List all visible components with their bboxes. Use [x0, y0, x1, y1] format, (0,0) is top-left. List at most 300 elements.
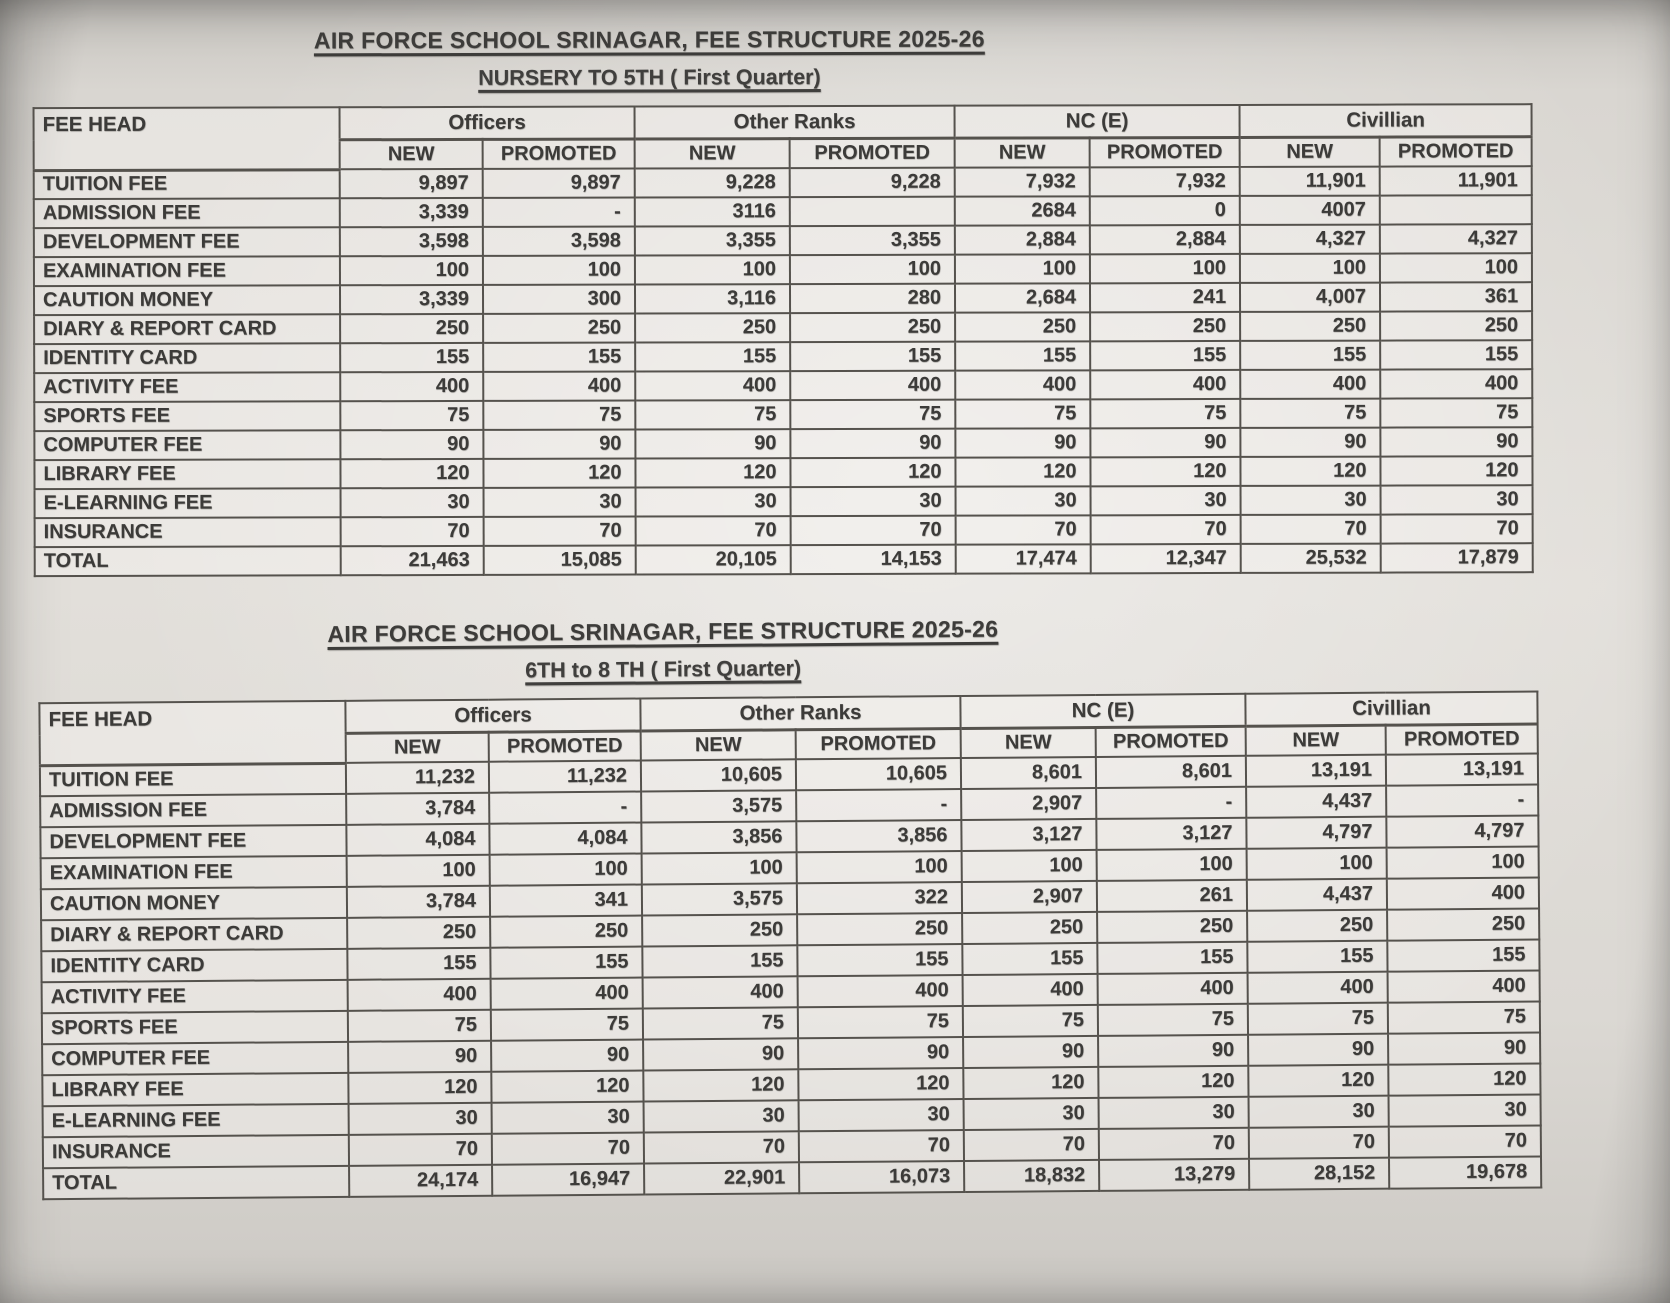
fee-head-cell: DIARY & REPORT CARD	[34, 314, 340, 344]
sub-header-cell: PROMOTED	[483, 139, 635, 169]
fee-value-cell: 3,598	[340, 227, 483, 256]
fee-value-cell: 322	[797, 882, 962, 914]
fee-value-cell: 75	[348, 1010, 491, 1042]
fee-table-header	[34, 104, 1532, 170]
fee-value-cell: 120	[1380, 456, 1532, 485]
document-title: AIR FORCE SCHOOL SRINAGAR, FEE STRUCTURE 2025-26	[327, 615, 999, 647]
document-title: AIR FORCE SCHOOL SRINAGAR, FEE STRUCTURE 2025-26	[313, 25, 985, 54]
fee-value-cell: 100	[642, 852, 797, 884]
fee-value-cell: 155	[1380, 340, 1532, 369]
fee-value-cell: 70	[1381, 514, 1533, 543]
fee-head-cell: TUITION FEE	[34, 169, 340, 199]
table-row	[34, 195, 1532, 228]
fee-head-cell: ADMISSION FEE	[34, 198, 340, 228]
fee-value-cell: 4,084	[489, 823, 641, 855]
table-row	[34, 166, 1532, 199]
fee-value-cell: 120	[963, 1067, 1098, 1099]
fee-value-cell: 100	[490, 854, 642, 886]
fee-value-cell: 400	[1388, 970, 1540, 1002]
fee-value-cell: 75	[798, 1006, 963, 1038]
fee-value-cell: 75	[643, 1007, 798, 1039]
fee-value-cell: 4,327	[1380, 224, 1532, 253]
fee-head-cell: INSURANCE	[43, 1135, 349, 1168]
fee-value-cell: 3,784	[346, 793, 489, 825]
fee-value-cell: 16,073	[799, 1161, 964, 1193]
fee-value-cell: 13,191	[1386, 753, 1538, 785]
sub-header-cell: NEW	[346, 732, 489, 763]
fee-value-cell: 75	[491, 1009, 643, 1041]
fee-value-cell: 400	[798, 975, 963, 1007]
fee-value-cell: 13,191	[1246, 755, 1386, 787]
fee-value-cell: 30	[964, 1098, 1099, 1130]
fee-value-cell: 3,127	[961, 819, 1096, 851]
fee-value-cell: 155	[1240, 341, 1380, 370]
fee-value-cell: -	[1096, 787, 1246, 819]
fee-value-cell: 250	[1380, 311, 1532, 340]
fee-section-nursery-to-5th	[0, 0, 1670, 577]
fee-value-cell: 2,684	[955, 283, 1090, 312]
fee-value-cell: 75	[483, 401, 635, 430]
fee-value-cell: 30	[1099, 1097, 1249, 1129]
fee-value-cell: 30	[956, 486, 1091, 515]
fee-value-cell: 0	[1090, 196, 1240, 225]
fee-head-cell: E-LEARNING FEE	[43, 1104, 349, 1137]
fee-value-cell: 90	[1240, 428, 1380, 457]
fee-value-cell: 155	[1387, 939, 1539, 971]
fee-value-cell: 75	[635, 400, 790, 429]
fee-value-cell: 400	[1090, 370, 1240, 399]
fee-value-cell: 15,085	[484, 546, 636, 575]
fee-value-cell: 100	[1387, 846, 1539, 878]
fee-value-cell: 9,228	[635, 168, 790, 197]
fee-value-cell: 155	[483, 343, 635, 372]
fee-value-cell: 11,901	[1380, 166, 1532, 195]
table-row	[34, 427, 1532, 460]
sub-header-cell: NEW	[635, 138, 790, 168]
fee-head-cell: SPORTS FEE	[42, 1011, 348, 1044]
fee-value-cell: 19,678	[1389, 1156, 1541, 1188]
fee-value-cell: 120	[1098, 1066, 1248, 1098]
fee-value-cell: 250	[340, 314, 483, 343]
fee-value-cell: 7,932	[1090, 167, 1240, 196]
fee-head-cell: TUITION FEE	[40, 763, 346, 796]
table-row	[34, 282, 1532, 315]
fee-value-cell: 250	[1247, 910, 1387, 942]
fee-value-cell: 8,601	[1096, 756, 1246, 788]
fee-value-cell: 4,007	[1240, 283, 1380, 312]
fee-value-cell: 100	[797, 851, 962, 883]
fee-value-cell: 75	[1240, 399, 1380, 428]
fee-value-cell	[1380, 195, 1532, 224]
fee-value-cell: -	[796, 789, 961, 821]
fee-value-cell: -	[1386, 784, 1538, 816]
fee-head-cell: EXAMINATION FEE	[34, 256, 340, 286]
fee-value-cell: 100	[790, 255, 955, 284]
fee-value-cell: -	[483, 198, 635, 227]
fee-value-cell: 250	[790, 313, 955, 342]
fee-head-cell: TOTAL	[35, 546, 341, 576]
fee-value-cell: 70	[341, 517, 484, 546]
fee-head-cell: ACTIVITY FEE	[34, 372, 340, 402]
fee-value-cell: 22,901	[644, 1162, 799, 1194]
fee-table-6th-to-8th	[38, 690, 1542, 1200]
fee-value-cell: 3,856	[796, 820, 961, 852]
fee-value-cell: 400	[1387, 877, 1539, 909]
fee-value-cell: 120	[348, 1072, 491, 1104]
fee-value-cell: 120	[491, 1071, 643, 1103]
table-row	[34, 340, 1532, 373]
sub-header-cell: PROMOTED	[1380, 136, 1532, 166]
fee-value-cell: 3,784	[347, 886, 490, 918]
fee-value-cell: 20,105	[636, 545, 791, 574]
fee-value-cell: 341	[490, 885, 642, 917]
fee-value-cell: 9,228	[790, 168, 955, 197]
fee-value-cell: 100	[1097, 849, 1247, 881]
fee-value-cell: 30	[492, 1102, 644, 1134]
fee-value-cell: 90	[491, 1040, 643, 1072]
fee-head-cell: CAUTION MONEY	[41, 887, 347, 920]
fee-value-cell: 100	[962, 850, 1097, 882]
fee-value-cell: 155	[790, 342, 955, 371]
fee-value-cell: 400	[1380, 369, 1532, 398]
sub-header-cell: NEW	[340, 139, 483, 169]
fee-value-cell: 155	[490, 947, 642, 979]
fee-head-cell: DEVELOPMENT FEE	[34, 227, 340, 257]
fee-value-cell: 30	[1091, 486, 1241, 515]
fee-head-cell: DIARY & REPORT CARD	[41, 918, 347, 951]
fee-value-cell: 2,884	[1090, 225, 1240, 254]
fee-value-cell: 250	[955, 312, 1090, 341]
fee-value-cell: 120	[798, 1068, 963, 1100]
fee-value-cell: 155	[642, 945, 797, 977]
fee-value-cell: 120	[340, 459, 483, 488]
fee-head-cell: E-LEARNING FEE	[35, 488, 341, 518]
fee-value-cell: 155	[1247, 941, 1387, 973]
fee-value-cell: 3,339	[340, 198, 483, 227]
fee-value-cell: 400	[340, 372, 483, 401]
fee-value-cell: 100	[1240, 254, 1380, 283]
table-row	[34, 224, 1532, 257]
fee-value-cell: 70	[799, 1130, 964, 1162]
fee-value-cell: 120	[1388, 1063, 1540, 1095]
fee-value-cell: 250	[347, 917, 490, 949]
fee-value-cell: 9,897	[483, 169, 635, 198]
fee-value-cell: 400	[1240, 370, 1380, 399]
fee-value-cell: 3,355	[790, 226, 955, 255]
fee-value-cell: 30	[341, 488, 484, 517]
fee-value-cell: 400	[955, 370, 1090, 399]
fee-value-cell: 90	[798, 1037, 963, 1069]
fee-head-cell: IDENTITY CARD	[34, 343, 340, 373]
fee-value-cell: 100	[955, 254, 1090, 283]
fee-value-cell: 4,437	[1247, 879, 1387, 911]
fee-value-cell: 120	[1240, 457, 1380, 486]
table-row	[34, 253, 1532, 286]
fee-section-6th-to-8th	[0, 610, 1670, 1200]
fee-value-cell: 400	[483, 372, 635, 401]
fee-value-cell: 75	[1388, 1001, 1540, 1033]
fee-value-cell: 70	[349, 1134, 492, 1166]
group-header-cell: Civillian	[1240, 104, 1532, 137]
fee-value-cell: 120	[643, 1069, 798, 1101]
fee-value-cell: 75	[790, 400, 955, 429]
fee-head-cell: IDENTITY CARD	[41, 949, 347, 982]
fee-value-cell: 9,897	[340, 169, 483, 198]
fee-value-cell: 155	[635, 342, 790, 371]
fee-value-cell: 30	[1381, 485, 1533, 514]
fee-value-cell: 4,084	[346, 824, 489, 856]
fee-value-cell: 120	[635, 458, 790, 487]
fee-value-cell: 17,879	[1381, 543, 1533, 572]
sub-header-cell: NEW	[641, 729, 796, 760]
fee-value-cell: 3,116	[635, 284, 790, 313]
sub-header-cell: PROMOTED	[796, 728, 961, 759]
fee-value-cell: 75	[340, 401, 483, 430]
fee-value-cell: 30	[791, 487, 956, 516]
fee-value-cell: 100	[1090, 254, 1240, 283]
fee-head-cell: LIBRARY FEE	[34, 459, 340, 489]
fee-value-cell: 400	[790, 371, 955, 400]
fee-value-cell: 90	[1380, 427, 1532, 456]
fee-value-cell: 75	[1090, 399, 1240, 428]
fee-value-cell: 3,575	[642, 883, 797, 915]
fee-head-cell: TOTAL	[43, 1166, 349, 1199]
group-header-cell: Officers	[340, 107, 635, 140]
fee-head-cell: ACTIVITY FEE	[42, 980, 348, 1013]
group-header-cell: Other Ranks	[635, 106, 955, 139]
fee-value-cell: 30	[644, 1100, 799, 1132]
fee-value-cell: 13,279	[1099, 1159, 1249, 1191]
table-row	[34, 456, 1532, 489]
fee-value-cell: 400	[348, 979, 491, 1011]
group-header-cell: NC (E)	[955, 105, 1240, 138]
fee-value-cell: 70	[492, 1133, 644, 1165]
fee-value-cell: 11,232	[346, 762, 489, 794]
fee-value-cell: 100	[1380, 253, 1532, 282]
fee-value-cell: 361	[1380, 282, 1532, 311]
fee-table-body	[34, 166, 1533, 576]
fee-table-nursery-to-5th	[33, 103, 1534, 577]
fee-value-cell: 400	[1248, 972, 1388, 1004]
fee-value-cell: 250	[490, 916, 642, 948]
fee-value-cell: 250	[797, 913, 962, 945]
fee-value-cell: 30	[799, 1099, 964, 1131]
fee-value-cell: 3,339	[340, 285, 483, 314]
fee-value-cell: 90	[340, 430, 483, 459]
fee-value-cell: 400	[963, 974, 1098, 1006]
table-row	[34, 311, 1532, 344]
fee-value-cell: 10,605	[641, 759, 796, 791]
fee-value-cell: 18,832	[964, 1160, 1099, 1192]
sub-header-cell: PROMOTED	[489, 731, 641, 762]
fee-value-cell: 30	[636, 487, 791, 516]
fee-value-cell: 70	[791, 516, 956, 545]
fee-value-cell: 70	[1249, 1127, 1389, 1159]
fee-value-cell: 100	[347, 855, 490, 887]
fee-head-cell: CAUTION MONEY	[34, 285, 340, 315]
fee-value-cell: 17,474	[956, 544, 1091, 573]
fee-value-cell: 155	[797, 944, 962, 976]
fee-value-cell: 30	[1249, 1096, 1389, 1128]
fee-value-cell: 75	[1248, 1003, 1388, 1035]
sub-header-cell: PROMOTED	[1090, 137, 1240, 167]
fee-value-cell: 10,605	[796, 758, 961, 790]
fee-value-cell: 3,575	[641, 790, 796, 822]
fee-value-cell: 90	[635, 429, 790, 458]
table-row	[35, 485, 1533, 518]
fee-value-cell: 250	[642, 914, 797, 946]
group-header-cell: NC (E)	[960, 694, 1245, 728]
fee-value-cell: 90	[790, 429, 955, 458]
fee-head-cell: DEVELOPMENT FEE	[40, 825, 346, 858]
sub-header-cell: NEW	[1246, 725, 1386, 756]
fee-value-cell: 70	[484, 517, 636, 546]
fee-value-cell: 3,355	[635, 226, 790, 255]
table-row	[35, 514, 1533, 547]
fee-value-cell: 90	[1388, 1032, 1540, 1064]
fee-value-cell: 90	[955, 428, 1090, 457]
fee-value-cell: 155	[340, 343, 483, 372]
fee-value-cell: 241	[1090, 283, 1240, 312]
fee-value-cell: 30	[349, 1103, 492, 1135]
fee-head-cell: SPORTS FEE	[34, 401, 340, 431]
fee-value-cell: 250	[1090, 312, 1240, 341]
fee-value-cell: 2,907	[961, 788, 1096, 820]
fee-table-body	[40, 753, 1541, 1199]
fee-value-cell: 90	[348, 1041, 491, 1073]
total-row	[35, 543, 1533, 576]
fee-value-cell: 30	[1389, 1094, 1541, 1126]
fee-value-cell: 70	[644, 1131, 799, 1163]
document-subtitle: 6TH to 8 TH ( First Quarter)	[525, 656, 802, 683]
sub-header-cell: NEW	[961, 727, 1096, 758]
fee-value-cell: 4007	[1240, 196, 1380, 225]
fee-value-cell: 2,907	[962, 881, 1097, 913]
fee-value-cell: 75	[1098, 1004, 1248, 1036]
fee-value-cell: 90	[483, 430, 635, 459]
table-row	[34, 369, 1532, 402]
document-subtitle: NURSERY TO 5TH ( First Quarter)	[478, 65, 821, 90]
fee-value-cell: 11,232	[489, 761, 641, 793]
fee-value-cell: 70	[1091, 515, 1241, 544]
fee-value-cell: 3,598	[483, 227, 635, 256]
fee-value-cell: 70	[956, 515, 1091, 544]
fee-value-cell: 30	[1241, 486, 1381, 515]
fee-value-cell: 120	[955, 457, 1090, 486]
sub-header-cell: PROMOTED	[1096, 726, 1246, 757]
fee-value-cell: 70	[1241, 515, 1381, 544]
fee-value-cell: 100	[340, 256, 483, 285]
fee-value-cell: 25,532	[1241, 544, 1381, 573]
fee-value-cell: 30	[484, 488, 636, 517]
group-header-cell: Officers	[345, 699, 640, 733]
fee-value-cell: 70	[964, 1129, 1099, 1161]
fee-value-cell: 70	[1099, 1128, 1249, 1160]
fee-value-cell: 28,152	[1249, 1158, 1389, 1190]
fee-value-cell: 100	[1247, 848, 1387, 880]
fee-value-cell: 261	[1097, 880, 1247, 912]
group-header-cell: Other Ranks	[640, 696, 960, 731]
fee-value-cell: 75	[1380, 398, 1532, 427]
fee-value-cell: 4,437	[1246, 786, 1386, 818]
fee-head-cell: COMPUTER FEE	[34, 430, 340, 460]
fee-value-cell: 2684	[955, 196, 1090, 225]
fee-value-cell: 400	[491, 978, 643, 1010]
fee-head-cell: EXAMINATION FEE	[41, 856, 347, 889]
fee-value-cell: 155	[1097, 942, 1247, 974]
fee-value-cell: 90	[1248, 1034, 1388, 1066]
fee-value-cell: 400	[635, 371, 790, 400]
fee-head-header-cell: FEE HEAD	[39, 701, 345, 765]
fee-value-cell: 120	[1248, 1065, 1388, 1097]
fee-value-cell: 250	[962, 912, 1097, 944]
sub-header-cell: PROMOTED	[790, 138, 955, 168]
fee-value-cell: 250	[635, 313, 790, 342]
group-header-row	[34, 104, 1532, 140]
heading-block	[0, 25, 1299, 92]
fee-value-cell: 250	[483, 314, 635, 343]
fee-value-cell: 2,884	[955, 225, 1090, 254]
fee-value-cell: 3116	[635, 197, 790, 226]
fee-value-cell: 70	[636, 516, 791, 545]
fee-head-cell: LIBRARY FEE	[42, 1073, 348, 1106]
fee-value-cell: 12,347	[1091, 544, 1241, 573]
fee-table-header	[39, 691, 1537, 765]
fee-value-cell: 7,932	[955, 167, 1090, 196]
fee-value-cell: -	[489, 792, 641, 824]
fee-head-cell: COMPUTER FEE	[42, 1042, 348, 1075]
table-row	[34, 398, 1532, 431]
fee-value-cell: 75	[963, 1005, 1098, 1037]
fee-value-cell: 90	[643, 1038, 798, 1070]
fee-value-cell: 250	[1387, 908, 1539, 940]
fee-value-cell: 400	[1098, 973, 1248, 1005]
fee-value-cell: 4,797	[1246, 817, 1386, 849]
fee-value-cell: 155	[1090, 341, 1240, 370]
fee-value-cell: 120	[1090, 457, 1240, 486]
fee-value-cell: 155	[347, 948, 490, 980]
fee-value-cell: 21,463	[341, 546, 484, 575]
fee-value-cell: 400	[643, 976, 798, 1008]
sub-header-cell: NEW	[1240, 137, 1380, 167]
fee-value-cell	[790, 197, 955, 226]
fee-value-cell: 120	[790, 458, 955, 487]
sub-header-cell: PROMOTED	[1386, 723, 1538, 754]
fee-value-cell: 90	[1090, 428, 1240, 457]
fee-value-cell: 4,327	[1240, 225, 1380, 254]
fee-value-cell: 16,947	[492, 1164, 644, 1196]
heading-block	[0, 613, 1328, 687]
fee-value-cell: 155	[962, 943, 1097, 975]
fee-value-cell: 24,174	[349, 1165, 492, 1197]
fee-head-cell: INSURANCE	[35, 517, 341, 547]
fee-value-cell: 70	[1389, 1125, 1541, 1157]
fee-value-cell: 100	[483, 256, 635, 285]
fee-value-cell: 155	[955, 341, 1090, 370]
fee-value-cell: 8,601	[961, 757, 1096, 789]
fee-value-cell: 90	[1098, 1035, 1248, 1067]
fee-value-cell: 4,797	[1386, 815, 1538, 847]
fee-value-cell: 3,127	[1096, 818, 1246, 850]
fee-value-cell: 300	[483, 285, 635, 314]
fee-value-cell: 250	[1097, 911, 1247, 943]
fee-value-cell: 120	[483, 459, 635, 488]
fee-value-cell: 75	[955, 399, 1090, 428]
sub-header-cell: NEW	[955, 137, 1090, 167]
fee-head-cell: ADMISSION FEE	[40, 794, 346, 827]
fee-value-cell: 14,153	[791, 545, 956, 574]
group-header-cell: Civillian	[1245, 691, 1537, 725]
